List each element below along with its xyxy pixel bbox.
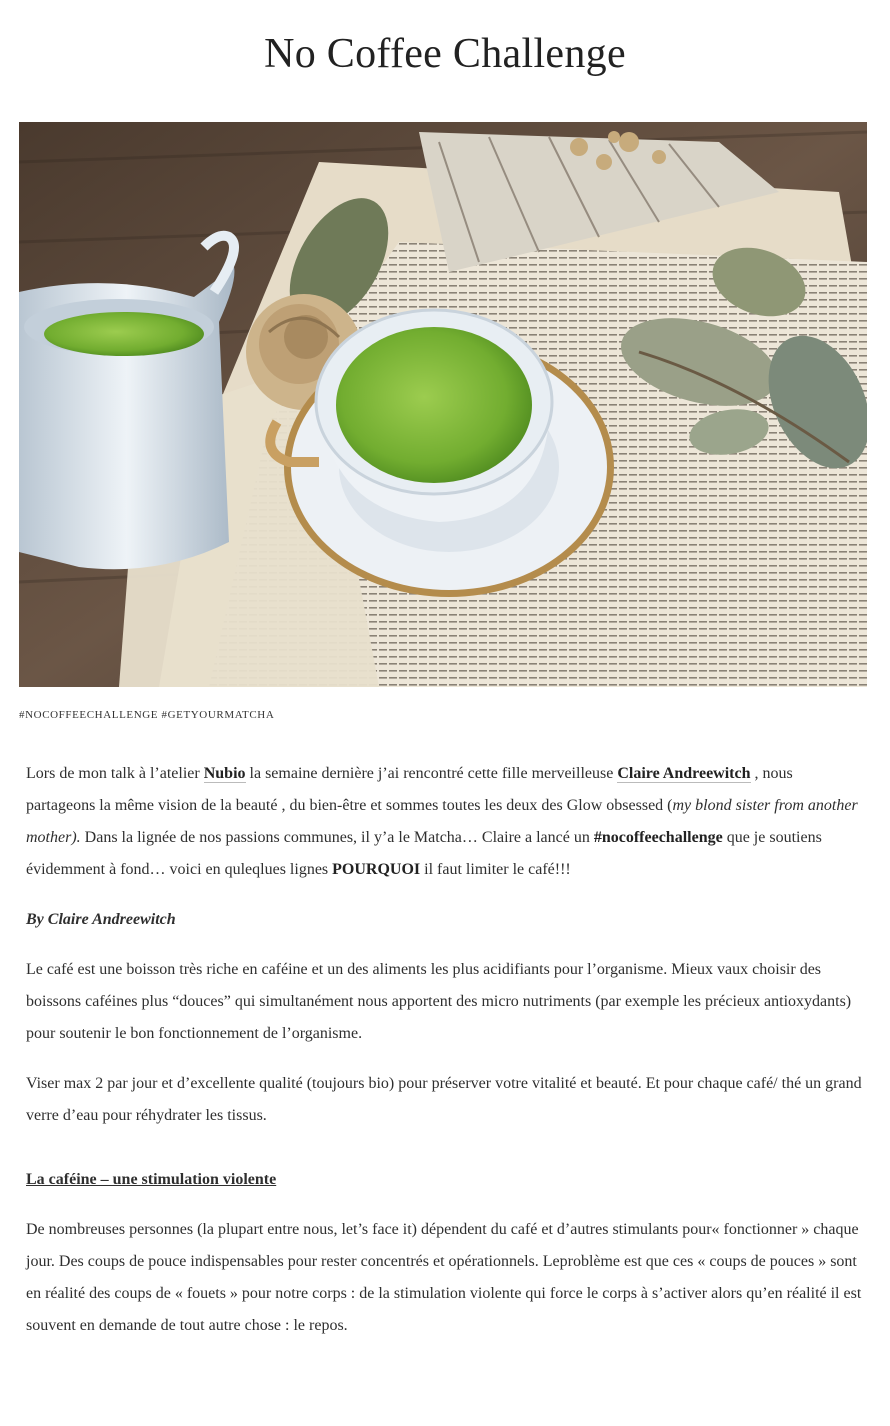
image-caption: #NOCOFFEECHALLENGE #GETYOURMATCHA [19, 709, 275, 721]
pourquoi-emphasis: POURQUOI [332, 861, 421, 878]
hashtag-nocoffeechallenge: #nocoffeechallenge [593, 829, 723, 846]
matcha-tea [336, 327, 532, 483]
claire-andreewitch-link[interactable]: Claire Andreewitch [617, 765, 751, 782]
nubio-link[interactable]: Nubio [203, 765, 246, 782]
hero-image [19, 122, 867, 687]
author-byline: By Claire Andreewitch [26, 911, 176, 928]
intro-paragraph: Lors de mon talk à l’atelier Nubio la semaine dernière j’ai rencontré cette fille merveilleuse Claire Andreewitch , nous partageons la même vision de la beauté , du bien-être et sommes toutes les deux des Glow obsessed (my blond sister from another mother). Dans la lignée de nos passions communes, il y’a le Matcha… Claire a lancé un #nocoffeechallenge que je soutiens évidemment à fond… voici en quleqlues lignes POURQUOI il faut limiter le café!!! [26, 765, 858, 878]
section-heading: La caféine – une stimulation violente [26, 1171, 277, 1188]
paragraph-stimulation: De nombreuses personnes (la plupart entre nous, let’s face it) dépendent du café et d’autres stimulants pour« fonctionner » chaque jour. Des coups de pouce indispensables pour rester concentrés et opérationnels. Leproblème est que ces « coups de pouces » sont en réalité des coups de « fouets » pour notre corps : de la stimulation violente qui force le corps à s’activer alors qu’en réalité il est souvent en demande de tout autre chose : le repos. [26, 1221, 862, 1334]
article-body [26, 758, 864, 1342]
paragraph-coffee-acidity: Le café est une boisson très riche en caféine et un des aliments les plus acidifiants pour l’organisme. Mieux vaux choisir des boissons caféines plus “douces” qui simultanément nous apportent des micro nutriments (par exemple les précieux antioxydants) pour soutenir le bon fonctionnement de l’organisme. [26, 961, 852, 1042]
matcha-photo [19, 122, 867, 687]
paragraph-max-two: Viser max 2 par jour et d’excellente qualité (toujours bio) pour préserver votre vitalité et beauté. Et pour chaque café/ thé un grand verre d’eau pour réhydrater les tissus. [26, 1075, 862, 1124]
page-title: No Coffee Challenge [264, 31, 626, 77]
